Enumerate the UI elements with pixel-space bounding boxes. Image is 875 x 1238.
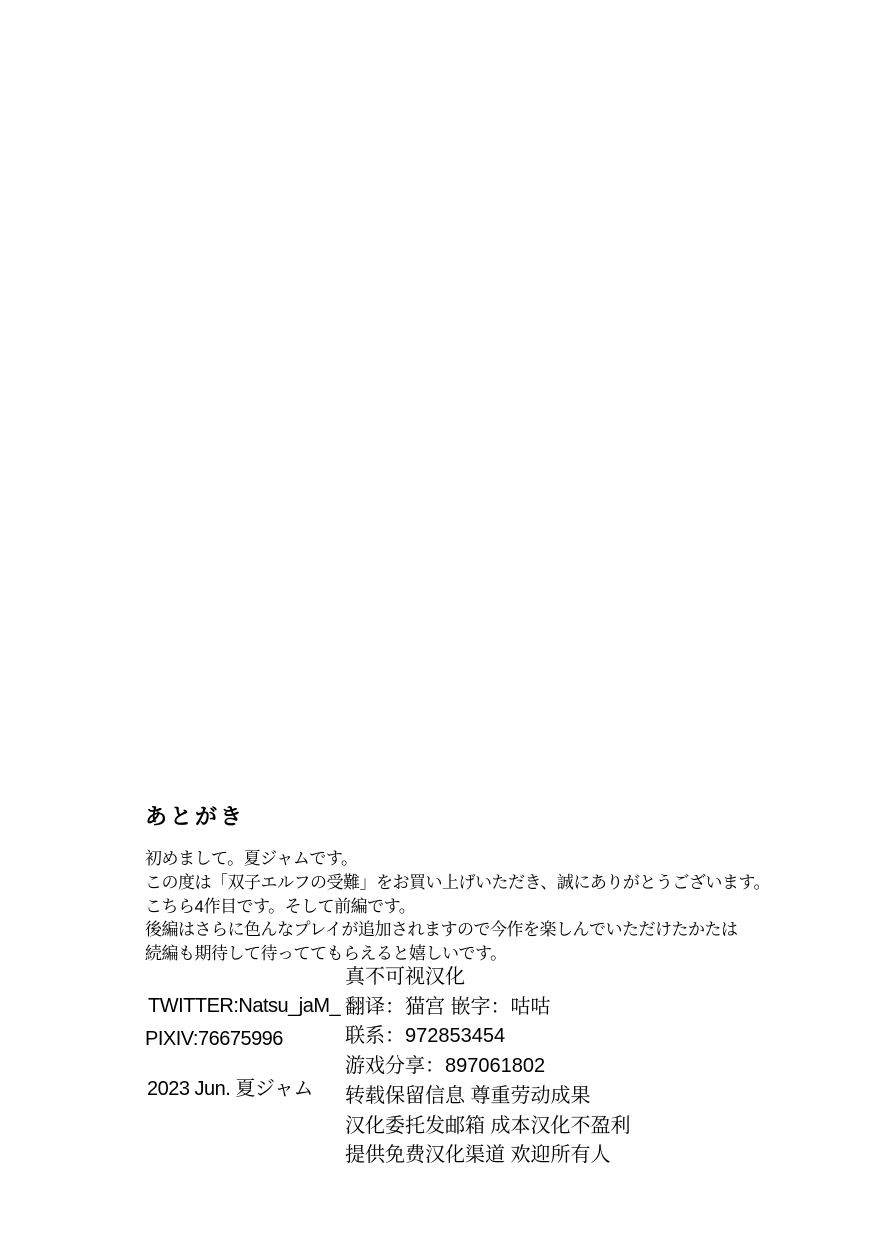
translation-group-credits xyxy=(345,963,765,1171)
translation-group-name: 真不可视汉化 xyxy=(345,966,465,988)
afterword-body xyxy=(145,847,785,966)
afterword-line: この度は「双子エルフの受難」をお買い上げいただき、誠にありがとうございます。 xyxy=(145,872,770,892)
afterword-line: こちら4作目です。そして前編です。 xyxy=(145,896,416,916)
repost-notice: 转载保留信息 尊重劳动成果 xyxy=(345,1084,591,1107)
twitter-handle: TWITTER:Natsu_jaM_ xyxy=(148,995,341,1017)
game-share-id: 游戏分享：897061802 xyxy=(345,1055,546,1078)
free-channel-notice: 提供免费汉化渠道 欢迎所有人 xyxy=(345,1144,611,1167)
commission-notice: 汉化委托发邮箱 成本汉化不盈利 xyxy=(345,1114,631,1137)
afterword-line: 後編はさらに色んなプレイが追加されますので今作を楽しんでいただけたかたは xyxy=(145,920,738,940)
contact-id: 联系：972853454 xyxy=(345,1025,506,1048)
afterword-line: 初めまして。夏ジャムです。 xyxy=(145,849,358,868)
afterword-line: 続編も期待して待っててもらえると嬉しいです。 xyxy=(145,944,507,963)
publication-date: 2023 Jun. 夏ジャム xyxy=(147,1078,314,1100)
translator-credit: 翻译：猫宫 嵌字：咕咕 xyxy=(345,995,551,1018)
page-title: あとがき xyxy=(145,804,246,829)
pixiv-id: PIXIV:76675996 xyxy=(145,1028,283,1050)
